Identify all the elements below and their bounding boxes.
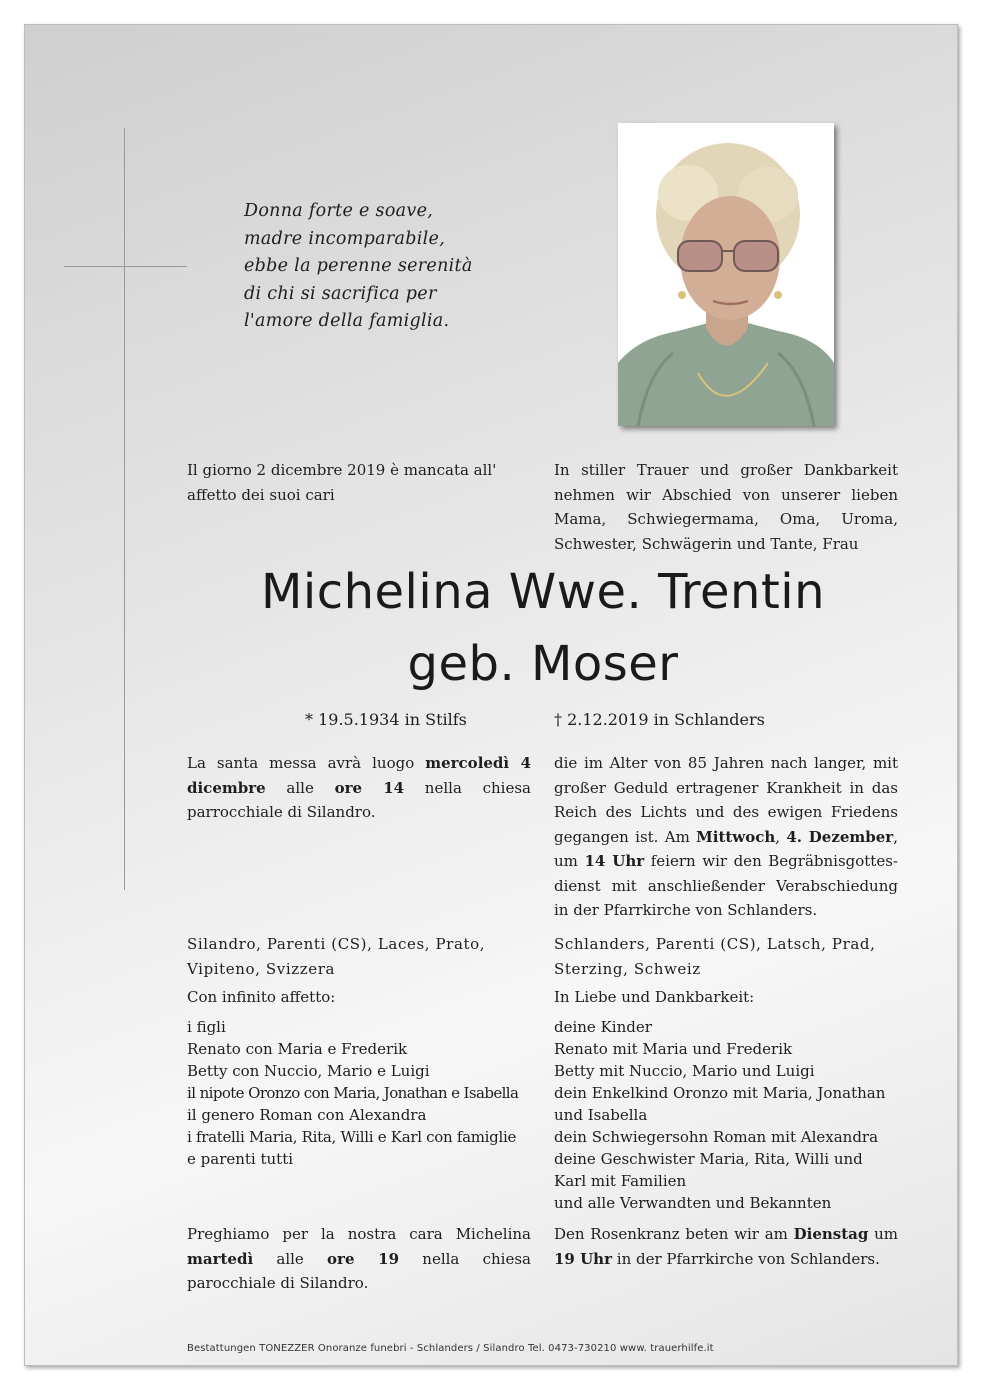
mourner-line: il genero Roman con Alexandra — [187, 1106, 427, 1124]
cross-horizontal-bar — [64, 266, 187, 267]
funeral-text: , — [775, 827, 787, 846]
motto-line: Donna forte e soave, — [244, 201, 434, 221]
funeral-notice-italian — [187, 751, 531, 825]
mourner-line: deine Kinder — [554, 1018, 652, 1036]
rosary-day: martedì — [187, 1249, 254, 1268]
mourner-line: dein Enkelkind Oronzo mit Maria, Jonathan und Isabella — [554, 1084, 886, 1124]
mourner-line: dein Schwiegersohn Roman mit Alexandra — [554, 1128, 879, 1146]
funeral-day: Mittwoch — [696, 827, 776, 846]
mourner-line: i fratelli Maria, Rita, Willi e Karl con famiglie — [187, 1128, 517, 1146]
rosary-day: Dienstag — [793, 1225, 869, 1243]
deceased-name: Michelina Wwe. Trentin — [260, 564, 826, 620]
funeral-text: feiern wir den Begräbnisgottesdienst mit anschließender Verabschiedung in der Pfarrkirche von Schlanders. — [554, 852, 898, 919]
maiden-name: geb. Moser — [407, 636, 679, 692]
motto-line: madre incomparabile, — [244, 228, 446, 249]
funeral-notice-german — [554, 751, 898, 923]
funeral-date: 4. Dezember — [786, 827, 894, 846]
mourner-line: il nipote Oronzo con Maria, Jonathan e Isabella — [187, 1084, 519, 1102]
mourner-line: Renato mit Maria und Frederik — [554, 1040, 793, 1058]
motto-line: di chi si sacrifica per — [244, 283, 437, 304]
intro-italian: Il giorno 2 dicembre 2019 è mancata all' affetto dei suoi cari — [187, 461, 497, 504]
mourner-line: und alle Verwandten und Bekannten — [554, 1194, 832, 1212]
birth-date: * 19.5.1934 in Stilfs — [305, 710, 467, 729]
mourner-line: Betty con Nuccio, Mario e Luigi — [187, 1062, 430, 1080]
closing-german: In Liebe und Dankbarkeit: — [554, 988, 755, 1006]
mourners-italian — [187, 1016, 531, 1170]
rosary-time: 19 Uhr — [554, 1249, 612, 1268]
mourner-line: e parenti tutti — [187, 1150, 294, 1168]
undertaker-footer: Bestattungen TONEZZER Onoranze funebri - Schlanders / Silandro Tel. 0473-730210 www. trauerhilfe.it — [187, 1343, 714, 1354]
mourner-line: i figli — [187, 1018, 226, 1036]
rosary-text: Den Rosenkranz beten wir am — [554, 1225, 794, 1243]
rosary-text: nella chiesa parocchiale di Silandro. — [187, 1249, 531, 1292]
rosary-text: in der Pfarrkirche von Schlanders. — [612, 1249, 880, 1268]
mourners-german — [554, 1016, 898, 1214]
rosary-notice-german — [554, 1222, 898, 1271]
funeral-text: , um — [554, 827, 898, 870]
closing-italian: Con infinito affetto: — [187, 988, 336, 1006]
rosary-text: um — [868, 1225, 899, 1243]
motto-line: ebbe la perenne serenità — [244, 256, 473, 276]
mourner-line: Renato con Maria e Frederik — [187, 1040, 408, 1058]
places-german: Schlanders, Parenti (CS), Latsch, Prad, Sterzing, Schweiz — [554, 935, 876, 978]
motto-line: l'amore della famiglia. — [244, 311, 450, 331]
rosary-text: Preghiamo per la nostra cara Michelina — [187, 1225, 531, 1243]
funeral-time: 14 Uhr — [584, 852, 645, 870]
places-italian: Silandro, Parenti (CS), Laces, Prato, Vipiteno, Svizzera — [187, 935, 486, 978]
mourner-line: Betty mit Nuccio, Mario und Luigi — [554, 1062, 815, 1080]
portrait-photo — [618, 123, 834, 426]
rosary-text: alle — [253, 1249, 328, 1268]
mourner-line: deine Geschwister Maria, Rita, Willi und Karl mit Familien — [554, 1150, 863, 1190]
death-date: † 2.12.2019 in Schlanders — [554, 710, 765, 729]
intro-german: In stiller Trauer und großer Dankbarkeit nehmen wir Abschied von unserer lieben Mama, Schwiegermama, Oma, Uroma, Schwester, Schwägerin und Tante, Frau — [554, 461, 898, 553]
funeral-text: alle — [265, 778, 335, 797]
funeral-text: die im Alter von 85 Jahren nach langer, mit großer Geduld ertragener Krankheit in das Reich des Lichts und des ewigen Friedens gegangen ist. Am — [554, 754, 898, 846]
cross-vertical-bar — [124, 128, 125, 890]
funeral-day: mercoledì 4 dicembre — [187, 754, 532, 797]
funeral-time: ore 14 — [334, 778, 405, 797]
rosary-time: ore 19 — [327, 1249, 400, 1268]
motto-verse — [244, 198, 564, 336]
funeral-text: La santa messa avrà luogo — [187, 754, 426, 772]
rosary-notice-italian — [187, 1222, 531, 1296]
funeral-text: nella chiesa parrocchiale di Silandro. — [187, 778, 531, 821]
